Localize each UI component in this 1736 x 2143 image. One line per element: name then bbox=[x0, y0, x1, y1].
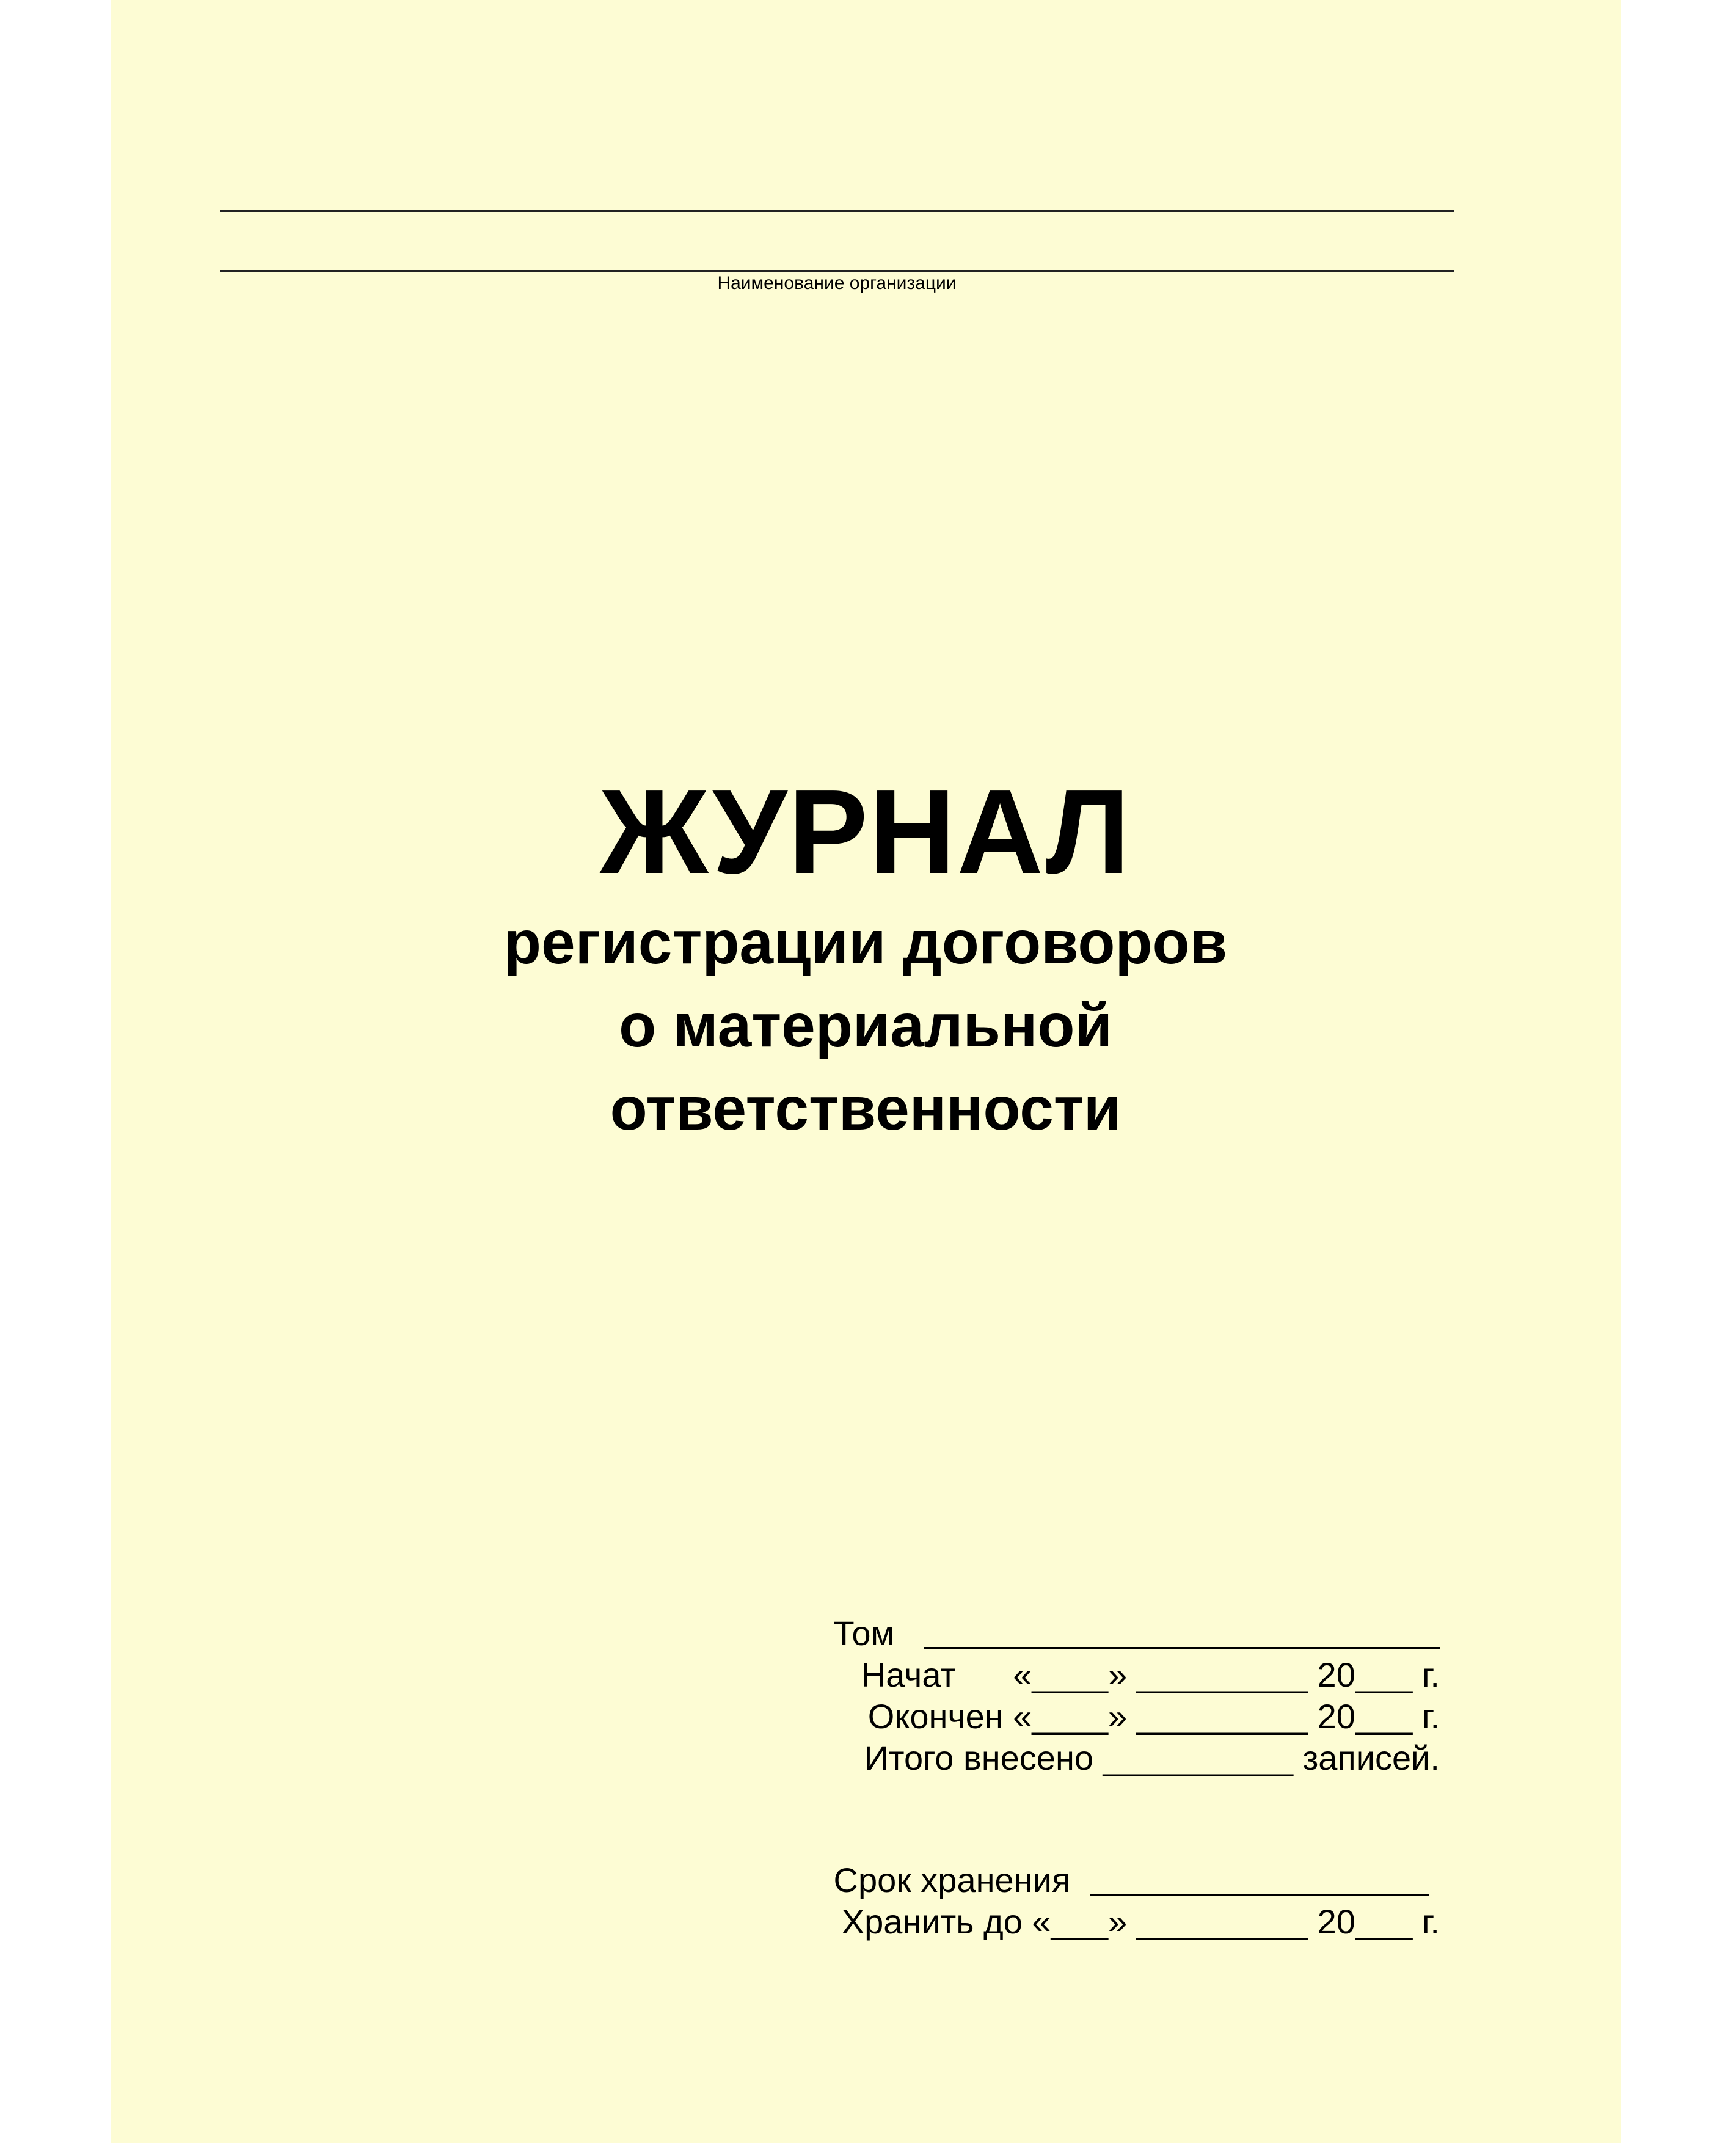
volume-field bbox=[834, 1613, 1440, 1654]
finished-field: Окончен «____» _________ 20___ г. bbox=[867, 1697, 1440, 1736]
organization-name-line-1 bbox=[220, 210, 1454, 212]
journal-subtitle-line-3: ответственности bbox=[610, 1075, 1121, 1143]
keep-until-field: Хранить до «___» _________ 20___ г. bbox=[841, 1902, 1440, 1941]
storage-period-blank-line bbox=[1090, 1862, 1429, 1896]
cover-fields bbox=[834, 1613, 1440, 1943]
spacer bbox=[834, 1779, 1440, 1860]
storage-period-field bbox=[834, 1860, 1440, 1901]
journal-title: ЖУРНАЛ bbox=[600, 765, 1131, 899]
organization-name-line-2 bbox=[220, 270, 1454, 272]
volume-label: Том bbox=[833, 1614, 894, 1652]
storage-period-label: Срок хранения bbox=[833, 1861, 1071, 1899]
started-field: Начат «____» _________ 20___ г. bbox=[861, 1656, 1440, 1694]
organization-caption: Наименование организации bbox=[717, 273, 957, 293]
journal-subtitle-line-2: о материальной bbox=[619, 991, 1112, 1060]
total-entries-field: Итого внесено __________ записей. bbox=[864, 1739, 1440, 1777]
journal-subtitle-line-1: регистрации договоров bbox=[503, 908, 1228, 977]
title-block bbox=[111, 765, 1621, 1148]
volume-blank-line bbox=[924, 1615, 1440, 1649]
